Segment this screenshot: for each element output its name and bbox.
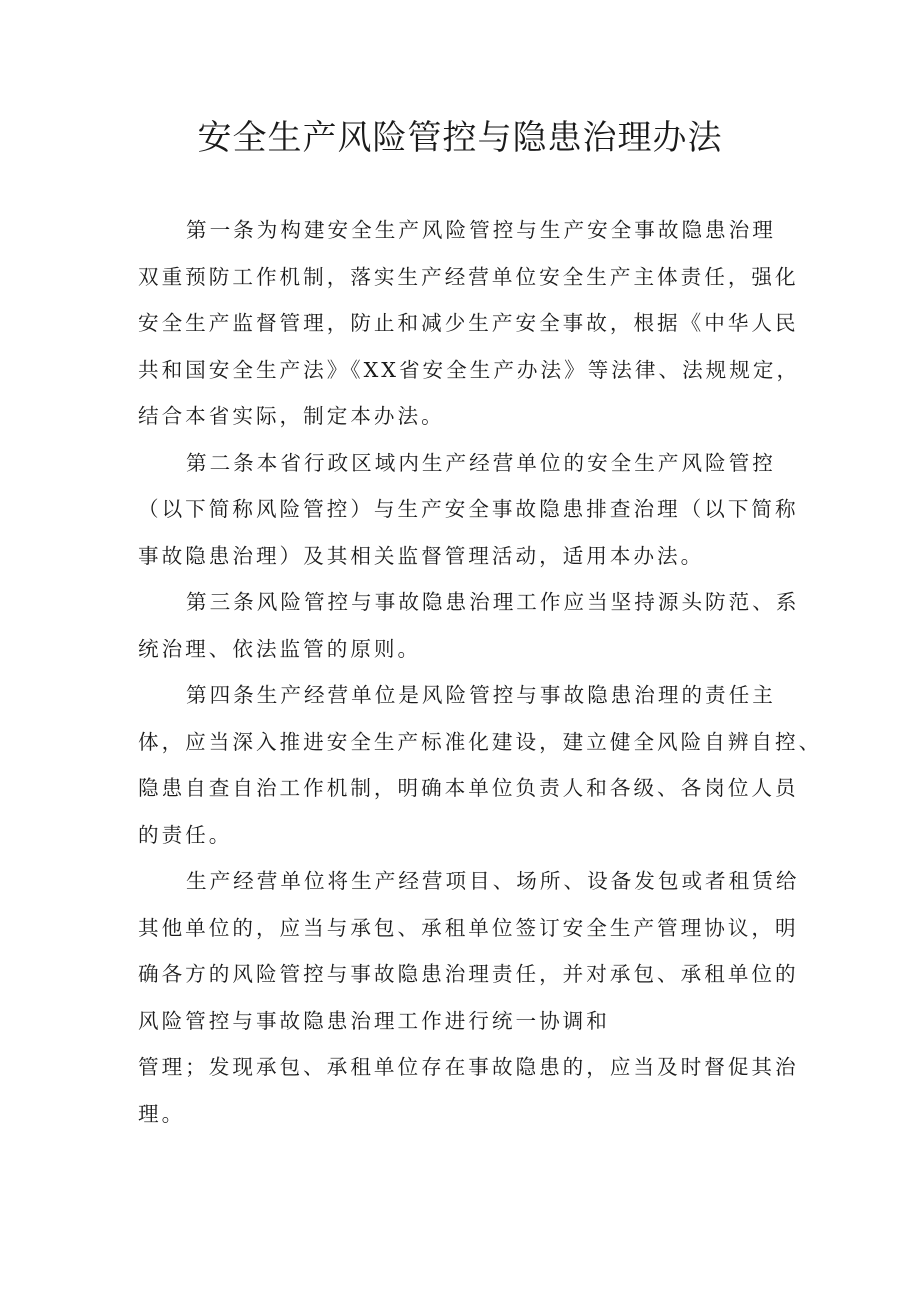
- text-line: （以下简称风险管控）与生产安全事故隐患排查治理（以下简称: [138, 497, 799, 521]
- document-title: 安全生产风险管控与隐患治理办法: [197, 118, 723, 158]
- text-line: 第四条生产经营单位是风险管控与事故隐患治理的责任主: [186, 683, 776, 707]
- document-body: [138, 207, 823, 1137]
- text-line: 结合本省实际，制定本办法。: [138, 404, 445, 428]
- text-line: 体，应当深入推进安全生产标准化建设，建立健全风险自辨自控、: [138, 729, 823, 754]
- text-line: 第二条本省行政区域内生产经营单位的安全生产风险管控: [186, 450, 776, 475]
- text-line: 确各方的风险管控与事故隐患治理责任，并对承包、承租单位的: [138, 962, 799, 986]
- text-line: 第一条为构建安全生产风险管控与生产安全事故隐患治理: [186, 218, 776, 242]
- text-line: 风险管控与事故隐患治理工作进行统一协调和: [138, 1008, 610, 1033]
- text-line: 管理；发现承包、承租单位存在事故隐患的，应当及时督促其治: [138, 1055, 799, 1079]
- text-line: 隐患自查自治工作机制，明确本单位负责人和各级、各岗位人员: [138, 776, 799, 800]
- text-line: 双重预防工作机制，落实生产经营单位安全生产主体责任，强化: [138, 264, 799, 289]
- article-2-paragraph: [138, 440, 799, 580]
- text-line: 生产经营单位将生产经营项目、场所、设备发包或者租赁给: [186, 869, 800, 893]
- text-line: 事故隐患治理）及其相关监督管理活动，适用本办法。: [138, 543, 705, 568]
- text-line: 其他单位的，应当与承包、承租单位签订安全生产管理协议，明: [138, 915, 799, 940]
- article-4-paragraph: [138, 672, 823, 858]
- text-line: 统治理、依法监管的原则。: [138, 636, 422, 661]
- text-line: 第三条风险管控与事故隐患治理工作应当坚持源头防范、系: [186, 590, 800, 614]
- text-line: 共和国安全生产法》《XX省安全生产办法》等法律、法规规定，: [138, 357, 801, 382]
- text-line: 安全生产监督管理，防止和减少生产安全事故，根据《中华人民: [138, 311, 799, 335]
- text-line: 的责任。: [138, 822, 233, 847]
- article-1-paragraph: [138, 207, 801, 440]
- article-4-continuation: [138, 1044, 799, 1137]
- article-3-paragraph: [138, 579, 800, 672]
- text-line: 理。: [138, 1101, 186, 1126]
- article-4-subparagraph: [138, 858, 800, 1044]
